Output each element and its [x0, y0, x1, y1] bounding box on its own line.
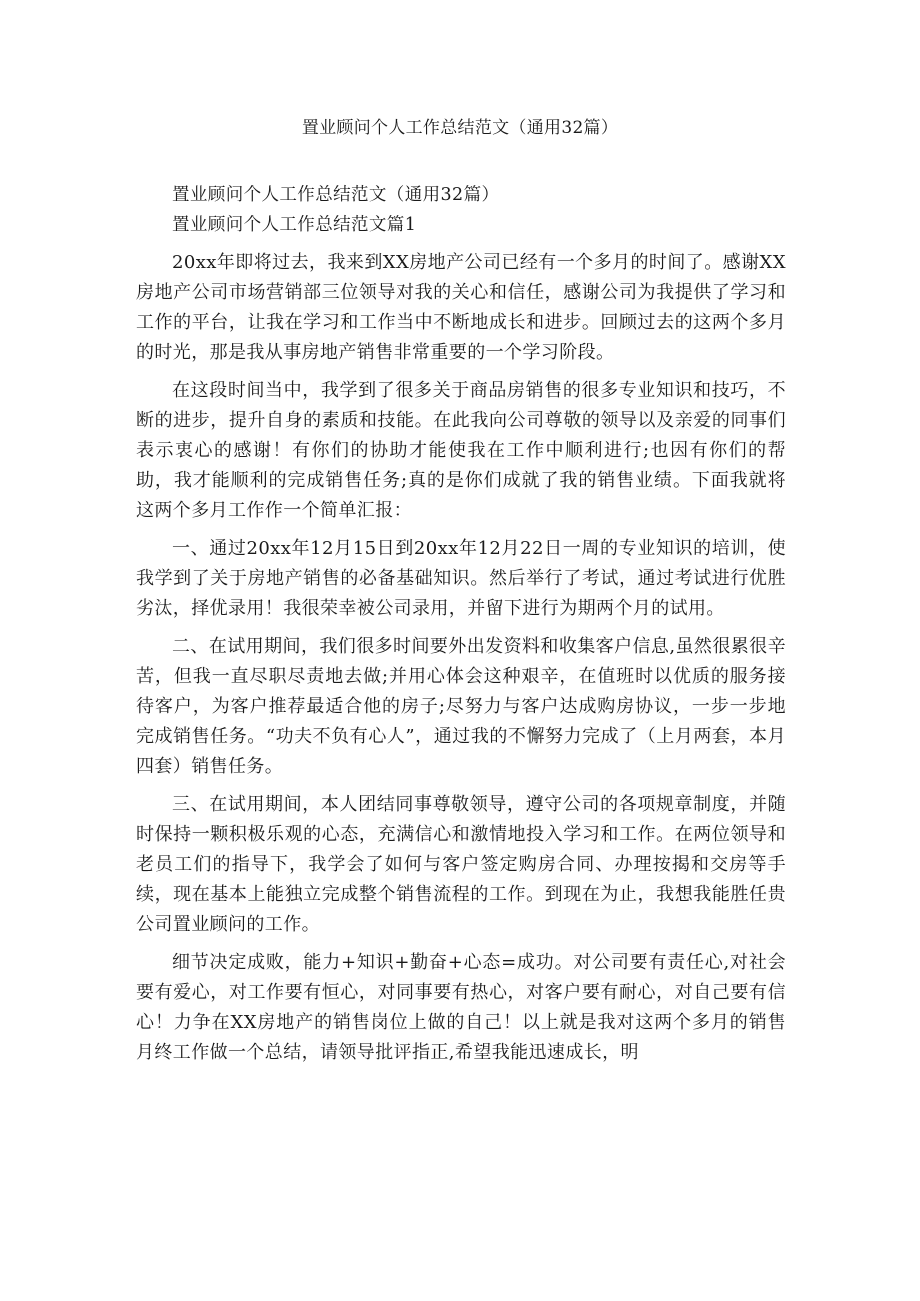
paragraph-trial-sales: 二、在试用期间，我们很多时间要外出发资料和收集客户信息,虽然很累很辛苦，但我一直尽职尽责地去做;并用心体会这种艰辛，在值班时以优质的服务接待客户，为客户推荐最适合他的房子;尽努力与客户达成购房协议，一步一步地完成销售任务。“功夫不负有心人”，通过我的不懈努力完成了（上月两套，本月四套）销售任务。: [136, 636, 786, 777]
paragraph-trial-conduct: 三、在试用期间，本人团结同事尊敬领导，遵守公司的各项规章制度，并随时保持一颗积极乐观的心态，充满信心和激情地投入学习和工作。在两位领导和老员工们的指导下，我学会了如何与客户签定购房合同、办理按揭和交房等手续，现在基本上能独立完成整个销售流程的工作。到现在为止，我想我能胜任贵公司置业顾问的工作。: [136, 794, 786, 935]
document-title: 置业顾问个人工作总结范文（通用32篇）: [301, 118, 619, 138]
paragraph-gratitude: 在这段时间当中，我学到了很多关于商品房销售的很多专业知识和技巧，不断的进步，提升自身的素质和技能。在此我向公司尊敬的领导以及亲爱的同事们表示衷心的感谢！有你们的协助才能使我在工作中顺利进行;也因有你们的帮助，我才能顺利的完成销售任务;真的是你们成就了我的销售业绩。下面我就将这两个多月工作作一个简单汇报：: [136, 380, 786, 521]
paragraph-intro: 20xx年即将过去，我来到XX房地产公司已经有一个多月的时间了。感谢XX房地产公司市场营销部三位领导对我的关心和信任，感谢公司为我提供了学习和工作的平台，让我在学习和工作当中不断地成长和进步。回顾过去的这两个多月的时光，那是我从事房地产销售非常重要的一个学习阶段。: [136, 252, 786, 363]
paragraph-training: 一、通过20xx年12月15日到20xx年12月22日一周的专业知识的培训，使我学到了关于房地产销售的必备基础知识。然后举行了考试，通过考试进行优胜劣汰，择优录用！我很荣幸被公司录用，并留下进行为期两个月的试用。: [136, 538, 786, 619]
section-heading: 置业顾问个人工作总结范文篇1: [172, 215, 417, 235]
document-body: [136, 180, 786, 1068]
document-subtitle: 置业顾问个人工作总结范文（通用32篇）: [172, 185, 500, 205]
paragraph-conclusion: 细节决定成败，能力+知识+勤奋+心态=成功。对公司要有责任心,对社会要有爱心，对工作要有恒心，对同事要有热心，对客户要有耐心，对自己要有信心！力争在XX房地产的销售岗位上做的自己！以上就是我对这两个多月的销售月终工作做一个总结，请领导批评指正,希望我能迅速成长，明: [136, 952, 786, 1063]
